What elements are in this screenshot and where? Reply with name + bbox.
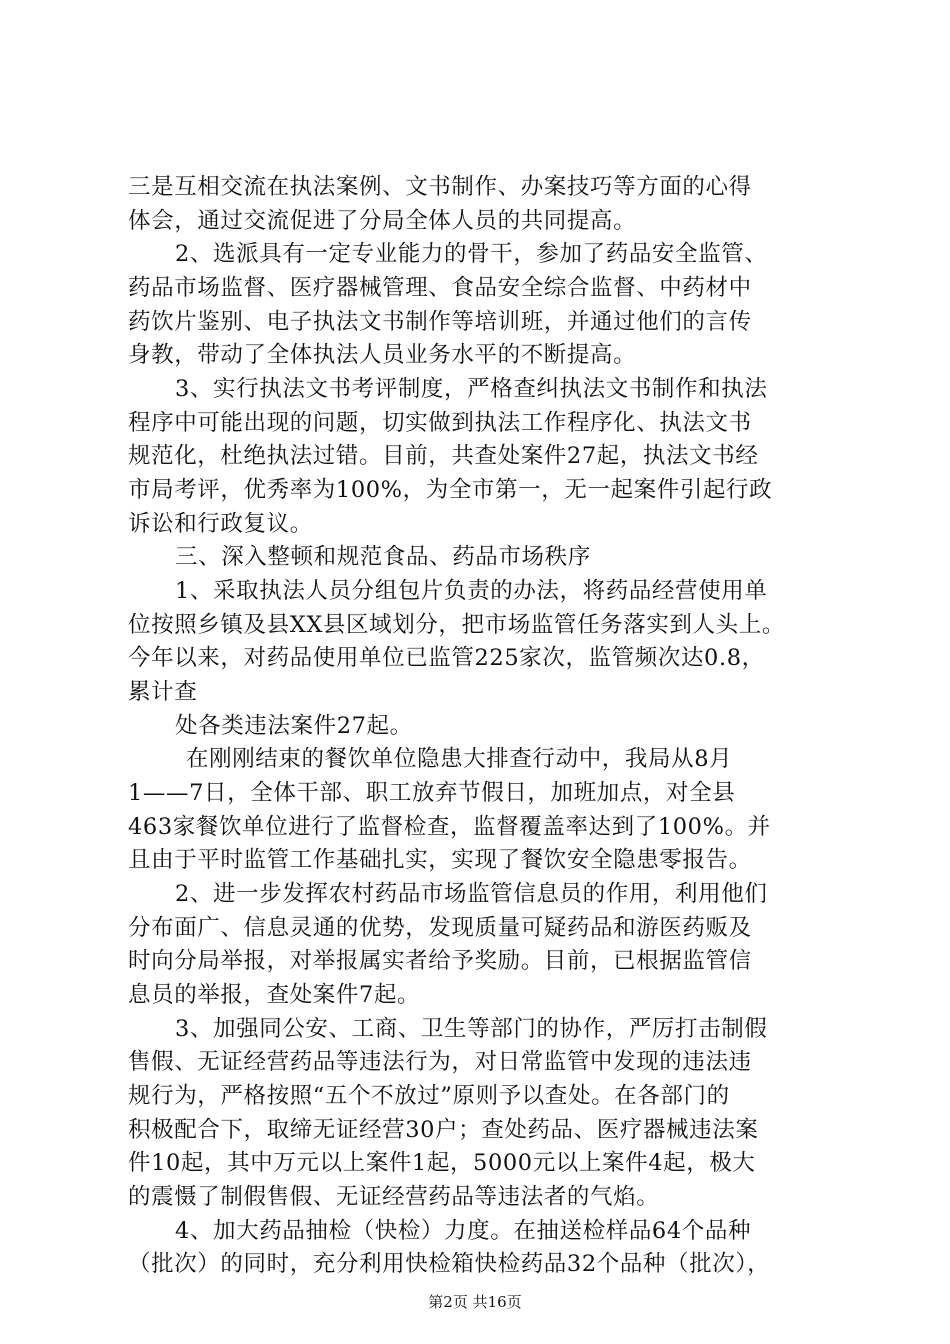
text-line: 身教，带动了全体执法人员业务水平的不断提高。: [128, 342, 637, 368]
text-line: 且由于平时监管工作基础扎实，实现了餐饮安全隐患零报告。: [128, 847, 752, 873]
text-line: 3、加强同公安、工商、卫生等部门的协作，严厉打击制假: [175, 1016, 768, 1042]
text-line: 积极配合下，取缔无证经营30户；查处药品、医疗器械违法案: [128, 1117, 759, 1143]
text-line: 处各类违法案件27起。: [175, 713, 413, 739]
section-heading: 三、深入整顿和规范食品、药品市场秩序: [175, 544, 591, 570]
text-line: 规范化，杜绝执法过错。目前，共查处案件27起，执法文书经: [128, 443, 759, 469]
text-line: 分布面广、信息灵通的优势，发现质量可疑药品和游医药贩及: [128, 915, 752, 941]
text-line: 4、加大药品抽检（快检）力度。在抽送检样品64个品种: [175, 1218, 752, 1244]
text-line: 1——7日，全体干部、职工放弃节假日，加班加点，对全县: [128, 780, 736, 806]
text-line: 今年以来，对药品使用单位已监管225家次，监管频次达0.8，: [128, 645, 765, 671]
text-line: 三是互相交流在执法案例、文书制作、办案技巧等方面的心得: [128, 174, 752, 200]
text-line: 售假、无证经营药品等违法行为，对日常监管中发现的违法违: [128, 1049, 752, 1075]
text-line: （批次）的同时，充分利用快检箱快检药品32个品种（批次），: [128, 1251, 771, 1277]
text-line: 市局考评，优秀率为100%，为全市第一，无一起案件引起行政: [128, 477, 773, 503]
text-line: 药品市场监督、医疗器械管理、食品安全综合监督、中药材中: [128, 275, 752, 301]
text-line: 位按照乡镇及县XX县区域划分，把市场监管任务落实到人头上。: [128, 612, 785, 638]
text-line: 在刚刚结束的餐饮单位隐患大排查行动中，我局从8月: [186, 746, 733, 772]
text-line: 463家餐饮单位进行了监督检查，监督覆盖率达到了100%。并: [128, 814, 771, 840]
text-line: 2、进一步发挥农村药品市场监管信息员的作用，利用他们: [175, 881, 768, 907]
text-line: 体会，通过交流促进了分局全体人员的共同提高。: [128, 208, 637, 234]
text-line: 规行为，严格按照“五个不放过”原则予以查处。在各部门的: [128, 1083, 730, 1109]
page-number-footer: 第2页 共16页: [428, 1293, 522, 1311]
text-line: 诉讼和行政复议。: [128, 511, 313, 537]
text-line: 时向分局举报，对举报属实者给予奖励。目前，已根据监管信: [128, 948, 752, 974]
text-line: 药饮片鉴别、电子执法文书制作等培训班，并通过他们的言传: [128, 309, 752, 335]
text-line: 息员的举报，查处案件7起。: [128, 982, 421, 1008]
text-line: 3、实行执法文书考评制度，严格查纠执法文书制作和执法: [175, 376, 768, 402]
text-line: 的震慑了制假售假、无证经营药品等违法者的气焰。: [128, 1184, 660, 1210]
text-line: 2、选派具有一定专业能力的骨干，参加了药品安全监管、: [175, 241, 768, 267]
text-line: 累计查: [128, 679, 198, 705]
text-line: 件10起，其中万元以上案件1起，5000元以上案件4起，极大: [128, 1150, 756, 1176]
text-line: 程序中可能出现的问题，切实做到执法工作程序化、执法文书: [128, 410, 752, 436]
text-line: 1、采取执法人员分组包片负责的办法，将药品经营使用单: [175, 578, 768, 604]
